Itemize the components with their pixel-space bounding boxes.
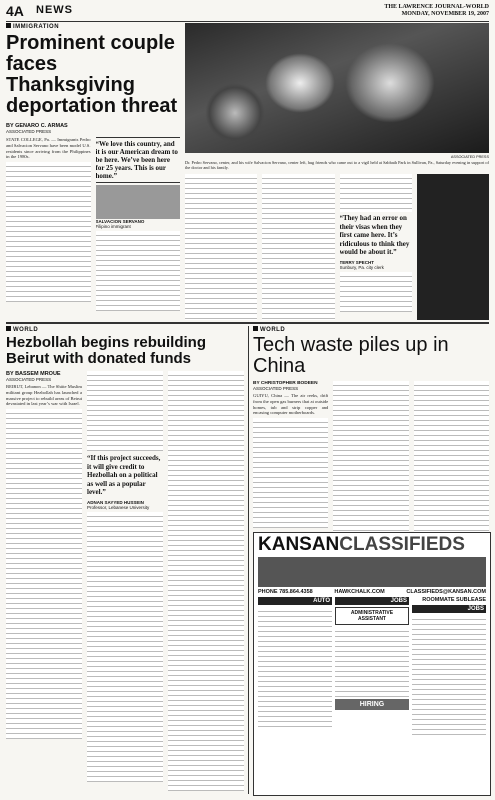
body-text-3 (87, 512, 163, 782)
story-immigration (6, 23, 180, 313)
ad-banner-image (258, 557, 486, 587)
ad-email[interactable]: CLASSIFIEDS@KANSAN.COM (406, 589, 486, 595)
quote-role: Filipino immigrant (95, 224, 131, 229)
ad-hiring: HIRING (335, 699, 409, 710)
body-text (253, 418, 328, 528)
body-text-2 (96, 231, 181, 311)
ad-cat-auto: AUTO (258, 597, 332, 605)
ad-contact (254, 587, 490, 597)
story-immigration-continued (185, 174, 489, 320)
ad-phone: PHONE 785.864.4358 (258, 589, 313, 595)
photo-credit: ASSOCIATED PRESS (450, 155, 489, 159)
kicker: IMMIGRATION (6, 23, 180, 30)
vigil-photo (185, 23, 489, 153)
kicker: WORLD (253, 326, 489, 333)
byline: BY CHRISTOPHER BODEEN (253, 381, 318, 386)
page-header (6, 3, 489, 22)
vigil-crowd-photo (417, 174, 489, 320)
ad-title: KANSANCLASSIFIEDS (258, 534, 465, 555)
photo-caption: Dr. Pedro Servano, center, and his wife Salvacion Servano, center left, hug friends who came out to a vigil held at Sabbath Park in Sullivan, Pa., Saturday evening in support of the doctor and his family. (185, 160, 489, 171)
col-b (262, 174, 334, 320)
ad-listings-jobs-2 (412, 615, 486, 735)
classifieds-ad (253, 532, 491, 796)
page-number: 4A (6, 3, 24, 19)
col-c-top (340, 174, 412, 212)
body-text-4 (168, 371, 244, 791)
pull-quote: “We love this country, and it is our American dream to be here. We’ve been here for 25 years. This is our home.” (96, 137, 181, 183)
pullquote-2-role: Sunbury, Pa. city clerk (339, 264, 384, 270)
lead-paragraph: BEIRUT, Lebanon — The Shiite Muslim militant group Hezbollah has launched a massive project to rebuild areas of Beirut devastated in last year’s war with Israel. (6, 384, 82, 407)
agency: ASSOCIATED PRESS (253, 386, 299, 391)
body-text (6, 162, 91, 302)
ad-promo: ADMINISTRATIVE ASSISTANT (335, 607, 409, 625)
section-name: NEWS (36, 4, 73, 16)
pullquote-2: “They had an error on their visas when they first came here. It’s ridiculous to think they would be about it.” (339, 214, 410, 256)
ad-web[interactable]: HAWKCHALK.COM (334, 589, 385, 595)
col-c-bottom (340, 272, 412, 312)
body-text-3 (414, 381, 489, 541)
ad-listings-jobs (335, 627, 409, 697)
section-divider (6, 322, 489, 324)
ad-cat-jobs: JOBS (335, 597, 409, 605)
quote-name: ADNAN SAYYED HUSSEIN (87, 499, 144, 505)
masthead: THE LAWRENCE JOURNAL-WORLD MONDAY, NOVEMBER 19, 2007 (384, 4, 489, 17)
byline: BY BASSEM MROUE (6, 371, 61, 377)
agency: ASSOCIATED PRESS (6, 377, 52, 382)
column-divider (248, 326, 249, 794)
quote-name: SALVACION SERVANO (95, 219, 145, 224)
headline: Tech waste piles up in China (253, 334, 449, 377)
story-hezbollah (6, 326, 244, 794)
body-text-2 (333, 381, 408, 541)
portrait-photo (96, 185, 181, 219)
headline: Prominent couple faces Thanksgiving deportation threat (6, 32, 178, 117)
headline: Hezbollah begins rebuilding Beirut with donated funds (6, 334, 207, 367)
body-text (6, 409, 82, 739)
story-tech-waste (253, 326, 489, 526)
lead-paragraph: STATE COLLEGE, Pa. — Immigrants Pedro and Salvacion Servano have been model U.S. residents since arriving from the Philippines in the 1980s. (6, 137, 91, 160)
quote-role: Professor, Lebanese University (87, 504, 150, 510)
col-a (185, 174, 257, 320)
kicker: WORLD (6, 326, 244, 333)
byline: BY GENARO C. ARMAS (6, 123, 68, 129)
lead-paragraph: GUIYU, China — The air reeks, drift from the open gas burners that at outside homes, tub and strip copper and encasing computer motherboards. (253, 393, 329, 416)
pull-quote: “If this project succeeds, it will give credit to Hezbollah on a political as well as a popular level.” (87, 454, 161, 496)
ad-listings-auto (258, 607, 332, 727)
pullquote-2-name: TERRY SPECHT (339, 259, 375, 265)
ad-roommate: ROOMMATE SUBLEASE (422, 597, 486, 603)
ad-cat-jobs-2: JOBS (412, 605, 486, 613)
agency: ASSOCIATED PRESS (6, 129, 52, 134)
body-text-2 (87, 371, 163, 451)
